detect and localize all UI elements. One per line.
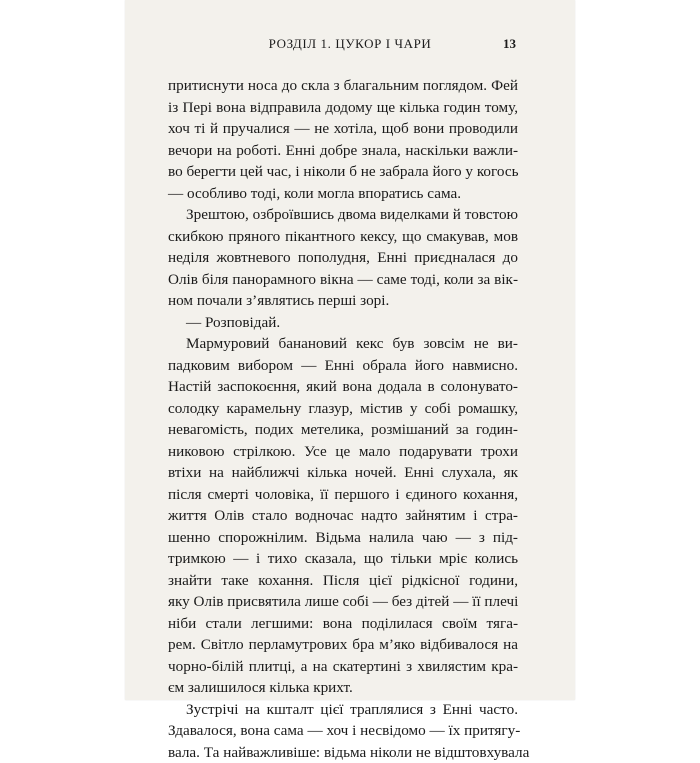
text-line: хоч ті й пручалися — не хотіла, щоб вони проводили — [168, 118, 518, 140]
text-line: неділя жовтневого пополудня, Енні приєдналася до — [168, 247, 518, 269]
text-line: невагомість, подих метелика, розмішаний за годин- — [168, 419, 518, 441]
text-line: вала. Та найважливіше: відьма ніколи не відштовхувала — [168, 742, 518, 763]
text-line: шенно спорожнілим. Відьма налила чаю — з під- — [168, 527, 518, 549]
text-line: — особливо тоді, коли могла впоратись сама. — [168, 183, 518, 205]
text-line: після смерті чоловіка, її першого і єдиного кохання, — [168, 484, 518, 506]
text-line: чорно-білій плитці, а на скатертині з хвилястим кра- — [168, 656, 518, 678]
text-line: вечори на роботі. Енні добре знала, наскільки важли- — [168, 140, 518, 162]
text-line: Олів біля панорамного вікна — саме тоді, коли за вік- — [168, 269, 518, 291]
text-line: єм залишилося кілька крихт. — [168, 677, 518, 699]
text-line: Зрештою, озброївшись двома виделками й товстою — [168, 204, 518, 226]
text-line: життя Олів стало водночас надто зайнятим і стра- — [168, 505, 518, 527]
body-text — [168, 75, 518, 763]
text-line: втіхи на найближчі кілька ночей. Енні слухала, як — [168, 462, 518, 484]
page-header — [125, 36, 575, 56]
text-line: Зустрічі на кшталт цієї траплялися з Енні часто. — [168, 699, 518, 721]
book-page — [125, 0, 575, 700]
text-line: Здавалося, вона сама — хоч і несвідомо — їх притягу- — [168, 720, 518, 742]
text-line: ніби стали легшими: вона поділилася своїм тяга- — [168, 613, 518, 635]
text-line: — Розповідай. — [168, 312, 518, 334]
text-line: скибкою пряного пікантного кексу, що смакував, мов — [168, 226, 518, 248]
page-number: 13 — [503, 36, 516, 52]
text-line: солодку карамельну глазур, містив у собі ромашку, — [168, 398, 518, 420]
text-line: яку Олів присвятила лише собі — без дітей — її плечі — [168, 591, 518, 613]
text-line: во берегти цей час, і ніколи б не забрала його у когось — [168, 161, 518, 183]
text-line: Мармуровий банановий кекс був зовсім не ви- — [168, 333, 518, 355]
text-line: тримкою — і тихо сказала, що тільки мріє колись — [168, 548, 518, 570]
text-line: притиснути носа до скла з благальним поглядом. Фей — [168, 75, 518, 97]
text-line: Настій заспокоєння, який вона додала в солонувато- — [168, 376, 518, 398]
running-head: РОЗДІЛ 1. ЦУКОР І ЧАРИ — [125, 36, 575, 52]
text-line: знайти таке кохання. Після цієї рідкісної години, — [168, 570, 518, 592]
text-line: падковим вибором — Енні обрала його навмисно. — [168, 355, 518, 377]
text-line: ном почали з’являтись перші зорі. — [168, 290, 518, 312]
text-line: никовою стрілкою. Усе це мало подарувати трохи — [168, 441, 518, 463]
text-line: рем. Світло перламутрових бра м’яко відбивалося на — [168, 634, 518, 656]
text-line: із Пері вона відправила додому ще кілька годин тому, — [168, 97, 518, 119]
